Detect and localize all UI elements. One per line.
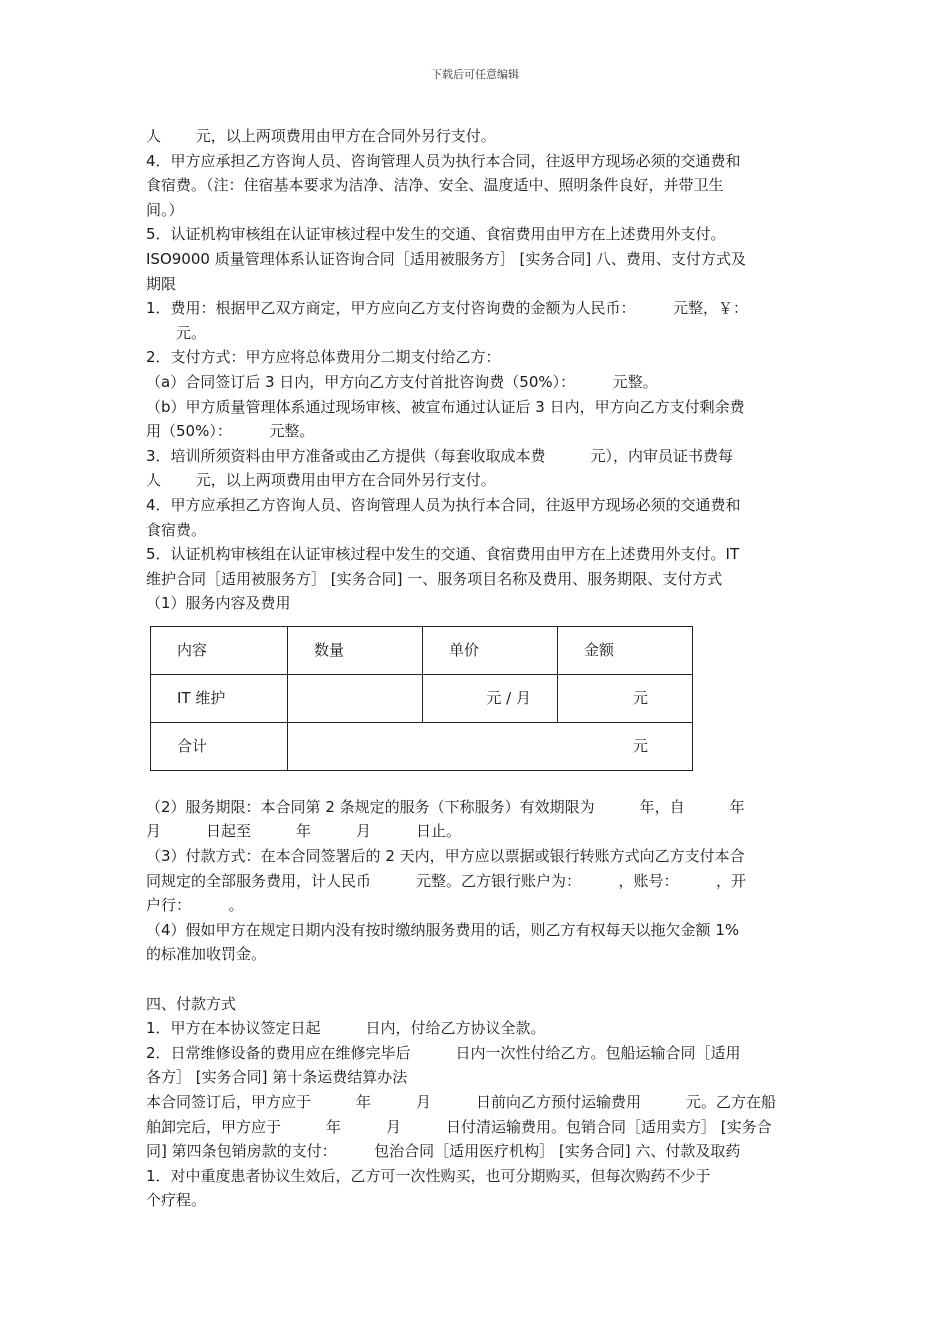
table-header-cell: 数量 (288, 626, 423, 674)
text-line: 间。） (146, 200, 184, 219)
blank-line (146, 967, 826, 992)
text-line: 食宿费。（注：住宿基本要求为洁净、洁净、安全、温度适中、照明条件良好，并带卫生 (146, 176, 724, 195)
table-header-cell: 金额 (558, 626, 693, 674)
table-row (151, 674, 693, 722)
text-line: 2．日常维修设备的费用应在维修完毕后 日内一次性付给乙方。包船运输合同［适用 (146, 1043, 741, 1062)
text-line: 同] 第四条包销房款的支付： 包治合同［适用医疗机构］ [实务合同] 六、付款及取药 (146, 1142, 741, 1161)
text-line: 用（50%）： 元整。 (146, 422, 315, 441)
text-line: （2）服务期限：本合同第 2 条规定的服务（下称服务）有效期限为 年，自 年 (146, 797, 745, 816)
table-cell-qty (288, 674, 423, 722)
table-header-cell: 单价 (423, 626, 558, 674)
text-line: 4．甲方应承担乙方咨询人员、咨询管理人员为执行本合同，往返甲方现场必须的交通费和 (146, 151, 741, 170)
text-line: 5．认证机构审核组在认证审核过程中发生的交通、食宿费用由甲方在上述费用外支付。 (146, 225, 726, 244)
section-heading: 四、付款方式 (146, 994, 237, 1013)
text-line: 舶卸完后，甲方应于 年 月 日付清运输费用。包销合同［适用卖方］ [实务合 (146, 1117, 772, 1136)
text-line: 人 元，以上两项费用由甲方在合同外另行支付。 (146, 471, 496, 490)
table-cell-total-label: 合计 (151, 722, 288, 770)
text-line: （b）甲方质量管理体系通过现场审核、被宣布通过认证后 3 日内，甲方向乙方支付剩余费 (146, 397, 745, 416)
text-line: 月 日起至 年 月 日止。 (146, 822, 462, 841)
table-header-cell: 内容 (151, 626, 288, 674)
text-line: 3．培训所须资料由甲方准备或由乙方提供（每套收取成本费 元），内审员证书费每 (146, 446, 734, 465)
text-line: （4）假如甲方在规定日期内没有按时缴纳服务费用的话，则乙方有权每天以拖欠金额 1% (146, 920, 740, 939)
text-line: 食宿费。 (146, 520, 207, 539)
table-cell-price: 元 / 月 (423, 674, 558, 722)
text-line: 1．甲方在本协议签定日起 日内，付给乙方协议全款。 (146, 1019, 546, 1038)
text-line: 的标准加收罚金。 (146, 945, 267, 964)
text-line: 同规定的全部服务费用，计人民币 元整。乙方银行账户为： ，账号： ，开 (146, 871, 747, 890)
text-line: 本合同签订后，甲方应于 年 月 日前向乙方预付运输费用 元。乙方在船 (146, 1093, 777, 1111)
service-fee-table (150, 626, 693, 771)
text-line: 户行： 。 (146, 896, 244, 915)
text-line: 元。 (146, 323, 207, 342)
text-line: 2．支付方式：甲方应将总体费用分二期支付给乙方： (146, 348, 501, 367)
service-table-wrap (146, 620, 826, 793)
page-header: 下载后可任意编辑 (431, 68, 519, 81)
text-line: （a）合同签订后 3 日内，甲方向乙方支付首批咨询费（50%）： 元整。 (146, 372, 658, 391)
text-line: 4．甲方应承担乙方咨询人员、咨询管理人员为执行本合同，往返甲方现场必须的交通费和 (146, 495, 741, 514)
text-line: 5．认证机构审核组在认证审核过程中发生的交通、食宿费用由甲方在上述费用外支付。IT (146, 545, 740, 564)
table-total-row (151, 722, 693, 770)
text-line: （1）服务内容及费用 (146, 594, 291, 613)
document-body (146, 124, 826, 1213)
text-line: 1．对中重度患者协议生效后，乙方可一次性购买，也可分期购买，但每次购药不少于 (146, 1166, 711, 1185)
table-header-row (151, 626, 693, 674)
text-line: 期限 (146, 274, 177, 293)
text-line: 各方］ [实务合同] 第十条运费结算办法 (146, 1068, 408, 1087)
table-cell-amount: 元 (558, 674, 693, 722)
text-line: ISO9000 质量管理体系认证咨询合同［适用被服务方］ [实务合同] 八、费用、支付方式及 (146, 249, 746, 268)
text-line: 维护合同［适用被服务方］ [实务合同] 一、服务项目名称及费用、服务期限、支付方式 (146, 569, 723, 588)
text-line: 1．费用：根据甲乙双方商定，甲方应向乙方支付咨询费的金额为人民币： 元整，￥： (146, 299, 749, 318)
table-cell-total-amount: 元 (288, 722, 693, 770)
text-line: 人 元，以上两项费用由甲方在合同外另行支付。 (146, 127, 496, 145)
text-line: （3）付款方式：在本合同签署后的 2 天内，甲方应以票据或银行转账方式向乙方支付本合 (146, 847, 745, 866)
text-line: 个疗程。 (146, 1191, 207, 1210)
table-cell-item: IT 维护 (151, 674, 288, 722)
